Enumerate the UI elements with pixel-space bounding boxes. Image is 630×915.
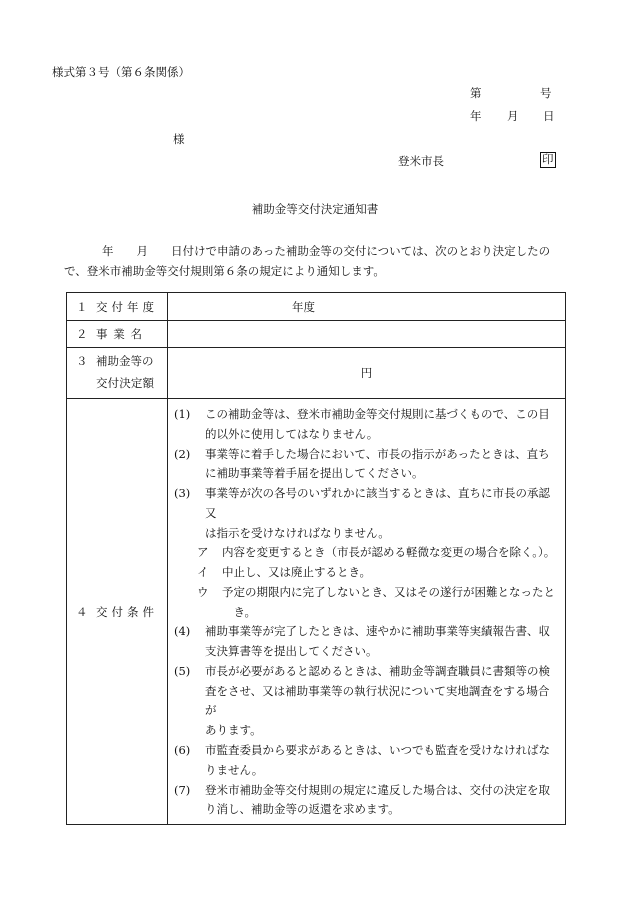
document-number-suffix: 号: [540, 86, 552, 100]
row-number: １: [76, 299, 88, 314]
row-number: ３: [76, 354, 88, 369]
label-cell-grant-amount: [67, 348, 168, 399]
value-cell-grant-amount: [168, 348, 566, 399]
label-grant-amount-line-1: 補助金等の: [96, 354, 154, 369]
document-title: 補助金等交付決定通知書: [251, 202, 379, 216]
value-cell-fiscal-year: [168, 293, 566, 321]
list-item: (3) 事業等が次の各号のいずれかに該当するときは、直ちに市長の承認又 は指示を受けなければなりません。: [174, 486, 550, 540]
notice-body: [64, 241, 584, 282]
list-item: (4) 補助事業等が完了したときは、速やかに補助事業等実績報告書、収 支決算書等を提出してください。: [174, 624, 550, 659]
list-item: (5) 市長が必要があると認めるときは、補助金等調査職員に書類等の検 査をさせ、又は補助事業等の執行状況について実地調査をする場合が あります。: [174, 663, 550, 738]
addressee-honorific: 様: [173, 132, 185, 146]
list-item: (2) 事業等に着手した場合において、市長の指示があったときは、直ち に補助事業等着手届を提出してください。: [174, 446, 550, 481]
label-project-name: 事 業 名: [96, 327, 142, 341]
label-cell-fiscal-year: [67, 293, 168, 321]
list-item: (6) 市監査委員から要求があるときは、いつでも監査を受けなければな りません。: [174, 743, 550, 777]
table-row-conditions: [67, 399, 566, 825]
notice-body-line-1-text: 年 月 日付けで申請のあった補助金等の交付については、次のとおり決定したの: [102, 244, 551, 258]
date-month-label: 月: [507, 109, 519, 123]
label-fiscal-year: 交 付 年 度: [96, 299, 154, 314]
list-item: (7) 登米市補助金等交付規則の規定に違反した場合は、交付の決定を取 り消し、補助金等の返還を求めます。: [174, 782, 550, 817]
label-cell-conditions: [67, 399, 168, 825]
date-year-label: 年: [470, 109, 482, 123]
table-row-fiscal-year: [67, 293, 566, 321]
date-day-label: 日: [543, 109, 555, 123]
sub-list-item: イ 中止し、又は廃止するとき。: [197, 565, 372, 580]
table-row-project-name: [67, 321, 566, 348]
sub-list-item: ア 内容を変更するとき（市長が認める軽微な変更の場合を除く。）。: [197, 545, 556, 560]
seal-stamp: 印: [542, 152, 554, 166]
issuer-name: 登米市長: [398, 154, 444, 168]
label-cell-project-name: [67, 321, 168, 348]
label-conditions: 交 付 条 件: [96, 604, 154, 619]
grant-amount-unit: 円: [360, 366, 373, 380]
form-number: 様式第３号（第６条関係）: [52, 65, 190, 79]
table-row-grant-amount: [67, 348, 566, 399]
conditions-list: [168, 399, 565, 824]
notice-body-line-1: [64, 241, 584, 261]
row-number: ４: [76, 604, 88, 619]
list-item: (1) この補助金等は、登米市補助金等交付規則に基づくもので、この目 的以外に使用してはなりません。: [174, 407, 550, 441]
decision-table: [66, 292, 566, 825]
fiscal-year-unit: 年度: [292, 299, 315, 314]
value-cell-project-name: [168, 321, 566, 348]
value-cell-conditions: [168, 399, 566, 825]
notice-body-line-2: で、登米市補助金等交付規則第６条の規定により通知します。: [64, 264, 385, 279]
row-number: ２: [76, 327, 88, 341]
sub-list-item: ウ 予定の期限内に完了しないとき、又はその遂行が困難となったと き。: [197, 584, 556, 619]
label-grant-amount-line-2: 交 付 決 定 額: [96, 376, 154, 390]
document-number-prefix: 第: [470, 86, 482, 100]
